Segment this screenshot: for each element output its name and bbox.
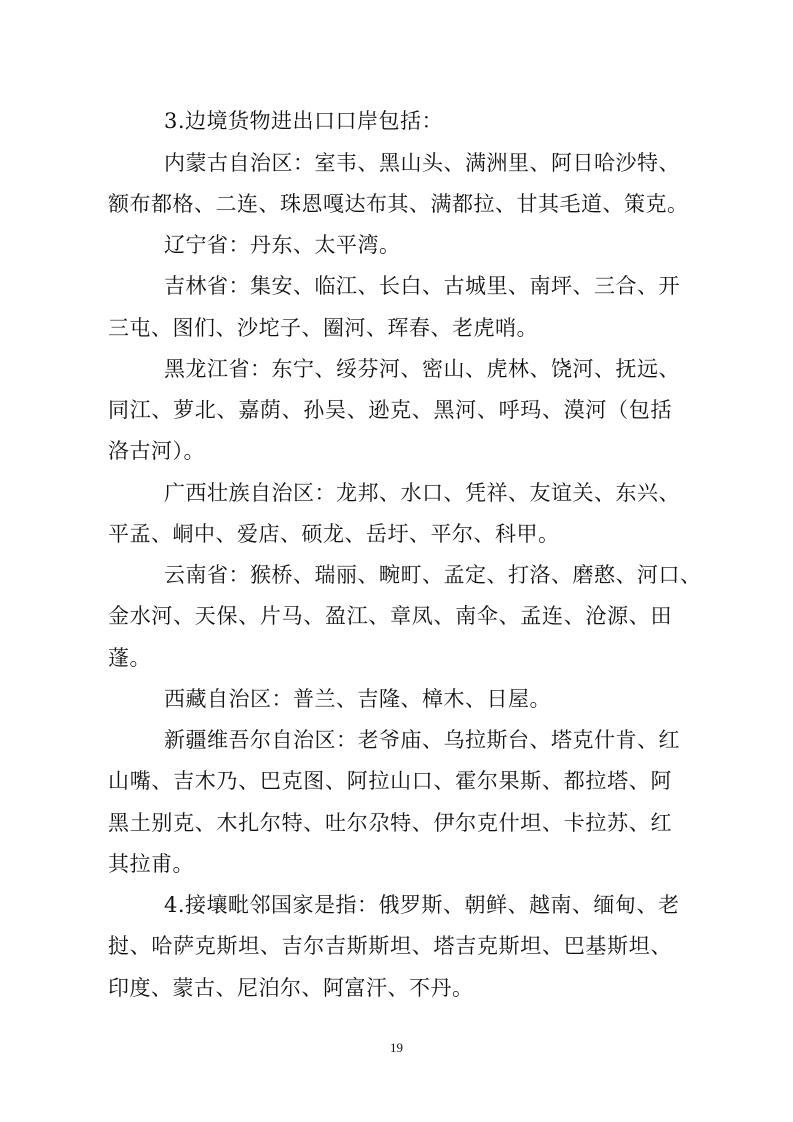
xinjiang-line-3: 黑土别克、木扎尔特、吐尔尕特、伊尔克什坦、卡拉苏、红	[108, 811, 672, 835]
heilongjiang-line-3: 洛古河）。	[108, 439, 205, 463]
tibet-line: 西藏自治区：普兰、吉隆、樟木、日屋。	[164, 687, 551, 711]
heilongjiang-line-1: 黑龙江省：东宁、绥芬河、密山、虎林、饶河、抚远、	[164, 357, 680, 381]
section-4-line-3: 印度、蒙古、尼泊尔、阿富汗、不丹。	[108, 976, 474, 1000]
section-4-line-1: 4.接壤毗邻国家是指：俄罗斯、朝鲜、越南、缅甸、老	[164, 893, 680, 917]
xinjiang-line-4: 其拉甫。	[108, 852, 194, 876]
section-4-line-2: 挝、哈萨克斯坦、吉尔吉斯斯坦、塔吉克斯坦、巴基斯坦、	[108, 934, 672, 958]
jilin-line-1: 吉林省：集安、临江、长白、古城里、南坪、三合、开	[164, 274, 680, 298]
inner-mongolia-line-1: 内蒙古自治区：室韦、黑山头、满洲里、阿日哈沙特、	[164, 151, 680, 175]
liaoning-line: 辽宁省：丹东、太平湾。	[164, 233, 401, 257]
yunnan-line-1: 云南省：猴桥、瑞丽、畹町、孟定、打洛、磨憨、河口、	[164, 563, 702, 587]
xinjiang-line-1: 新疆维吾尔自治区：老爷庙、乌拉斯台、塔克什肯、红	[164, 728, 680, 752]
inner-mongolia-line-2: 额布都格、二连、珠恩嘎达布其、满都拉、甘其毛道、策克。	[108, 192, 689, 216]
jilin-line-2: 三屯、图们、沙坨子、圈河、珲春、老虎哨。	[108, 316, 538, 340]
yunnan-line-2: 金水河、天保、片马、盈江、章凤、南伞、孟连、沧源、田	[108, 604, 672, 628]
yunnan-line-3: 蓬。	[108, 646, 151, 670]
guangxi-line-2: 平孟、峒中、爱店、硕龙、岳圩、平尔、科甲。	[108, 522, 560, 546]
heilongjiang-line-2: 同江、萝北、嘉荫、孙吴、逊克、黑河、呼玛、漠河（包括	[108, 398, 672, 422]
guangxi-line-1: 广西壮族自治区：龙邦、水口、凭祥、友谊关、东兴、	[164, 481, 680, 505]
section-3-heading: 3.边境货物进出口口岸包括：	[164, 109, 444, 133]
xinjiang-line-2: 山嘴、吉木乃、巴克图、阿拉山口、霍尔果斯、都拉塔、阿	[108, 769, 672, 793]
page-number: 19	[390, 1040, 403, 1055]
